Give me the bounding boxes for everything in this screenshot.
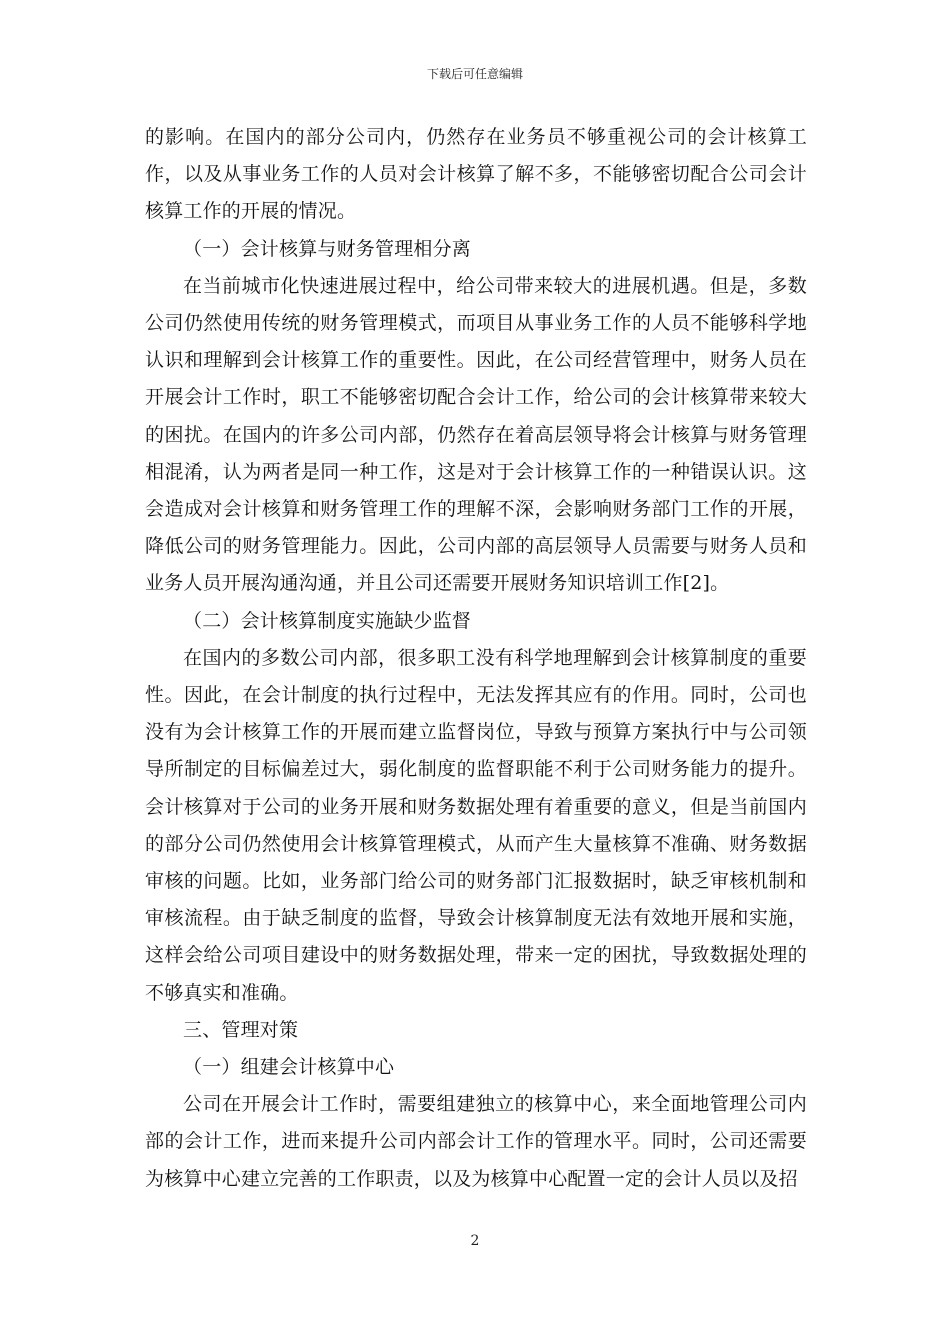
paragraph: 公司在开展会计工作时，需要组建独立的核算中心，来全面地管理公司内部的会计工作，进而来提升公司内部会计工作的管理水平。同时，公司还需要为核算中心建立完善的工作职责，以及为核算中心配置一定的会计人员以及招	[145, 1093, 807, 1190]
paragraph-continued: 的影响。在国内的部分公司内，仍然存在业务员不够重视公司的会计核算工作，以及从事业务工作的人员对会计核算了解不多，不能够密切配合公司会计核算工作的开展的情况。	[145, 126, 807, 223]
document-body	[145, 119, 807, 1198]
section-heading-2: （二）会计核算制度实施缺少监督	[183, 609, 472, 632]
section-heading-1: （一）会计核算与财务管理相分离	[183, 237, 472, 260]
section-heading-3-1: （一）组建会计核算中心	[183, 1056, 395, 1079]
chapter-heading-3: 三、管理对策	[183, 1018, 299, 1041]
paragraph: 在国内的多数公司内部，很多职工没有科学地理解到会计核算制度的重要性。因此，在会计制度的执行过程中，无法发挥其应有的作用。同时，公司也没有为会计核算工作的开展而建立监督岗位，导致与预算方案执行中与公司领导所制定的目标偏差过大，弱化制度的监督职能不利于公司财务能力的提升。会计核算对于公司的业务开展和财务数据处理有着重要的意义，但是当前国内的部分公司仍然使用会计核算管理模式，从而产生大量核算不准确、财务数据审核的问题。比如，业务部门给公司的财务部门汇报数据时，缺乏审核机制和审核流程。由于缺乏制度的监督，导致会计核算制度无法有效地开展和实施，这样会给公司项目建设中的财务数据处理，带来一定的困扰，导致数据处理的不够真实和准确。	[145, 646, 807, 1004]
paragraph: 在当前城市化快速进展过程中，给公司带来较大的进展机遇。但是，多数公司仍然使用传统的财务管理模式，而项目从事业务工作的人员不能够科学地认识和理解到会计核算工作的重要性。因此，在公司经营管理中，财务人员在开展会计工作时，职工不能够密切配合会计工作，给公司的会计核算带来较大的困扰。在国内的许多公司内部，仍然存在着高层领导将会计核算与财务管理相混淆，认为两者是同一种工作，这是对于会计核算工作的一种错误认识。这会造成对会计核算和财务管理工作的理解不深，会影响财务部门工作的开展，降低公司的财务管理能力。因此，公司内部的高层领导人员需要与财务人员和业务人员开展沟通沟通，并且公司还需要开展财务知识培训工作[2]。	[145, 274, 807, 595]
page-header: 下载后可任意编辑	[426, 67, 523, 81]
page-number: 2	[470, 1233, 480, 1249]
